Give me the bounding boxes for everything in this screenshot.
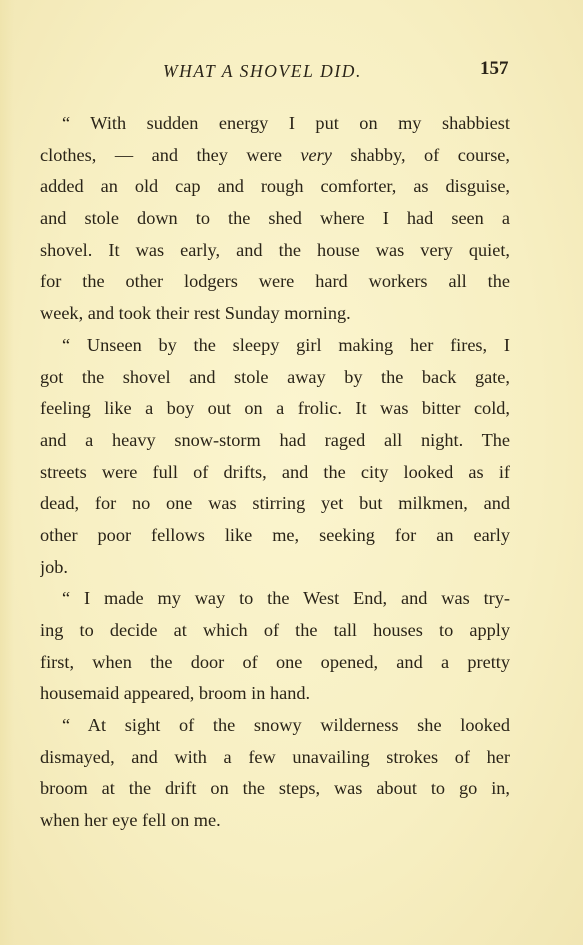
text-line: broom at the drift on the steps, was about to go in, (40, 778, 510, 799)
text-line: dead, for no one was stirring yet but milkmen, and (40, 493, 510, 514)
page-header (0, 58, 583, 88)
text-line: week, and took their rest Sunday morning. (40, 303, 351, 324)
text-line: and stole down to the shed where I had seen a (40, 208, 510, 229)
text-line: shovel. It was early, and the house was very quiet, (40, 239, 510, 260)
page-number: 157 (480, 58, 509, 79)
text-line: “ With sudden energy I put on my shabbiest (62, 113, 510, 133)
paragraph (40, 330, 510, 584)
text-line: clothes, — and they were very shabby, of course, (40, 144, 510, 165)
body-text (40, 108, 510, 837)
page-edge-shadow (0, 0, 14, 945)
text-line: got the shovel and stole away by the back gate, (40, 366, 510, 387)
text-line: when her eye fell on me. (40, 810, 221, 831)
text-line: housemaid appeared, broom in hand. (40, 683, 311, 704)
text-line: added an old cap and rough comforter, as disguise, (40, 176, 510, 197)
text-line: dismayed, and with a few unavailing strokes of her (40, 746, 510, 767)
text-line: for the other lodgers were hard workers all the (40, 271, 510, 292)
text-line: feeling like a boy out on a frolic. It was bitter cold, (40, 398, 510, 419)
paragraph (40, 583, 510, 710)
paragraph (40, 108, 510, 330)
text-line: first, when the door of one opened, and a pretty (40, 651, 510, 672)
text-line: “ I made my way to the West End, and was try- (62, 588, 510, 609)
text-line: other poor fellows like me, seeking for an early (40, 524, 510, 545)
text-line: and a heavy snow-storm had raged all night. The (40, 429, 510, 450)
paragraph (40, 710, 510, 837)
text-line: ing to decide at which of the tall houses to apply (40, 620, 510, 640)
text-line: job. (40, 556, 68, 577)
text-line: “ Unseen by the sleepy girl making her fires, I (62, 334, 510, 355)
running-head: WHAT A SHOVEL DID. (163, 61, 362, 81)
text-line: streets were full of drifts, and the city looked as if (40, 461, 510, 482)
text-line: “ At sight of the snowy wilderness she looked (62, 715, 510, 736)
